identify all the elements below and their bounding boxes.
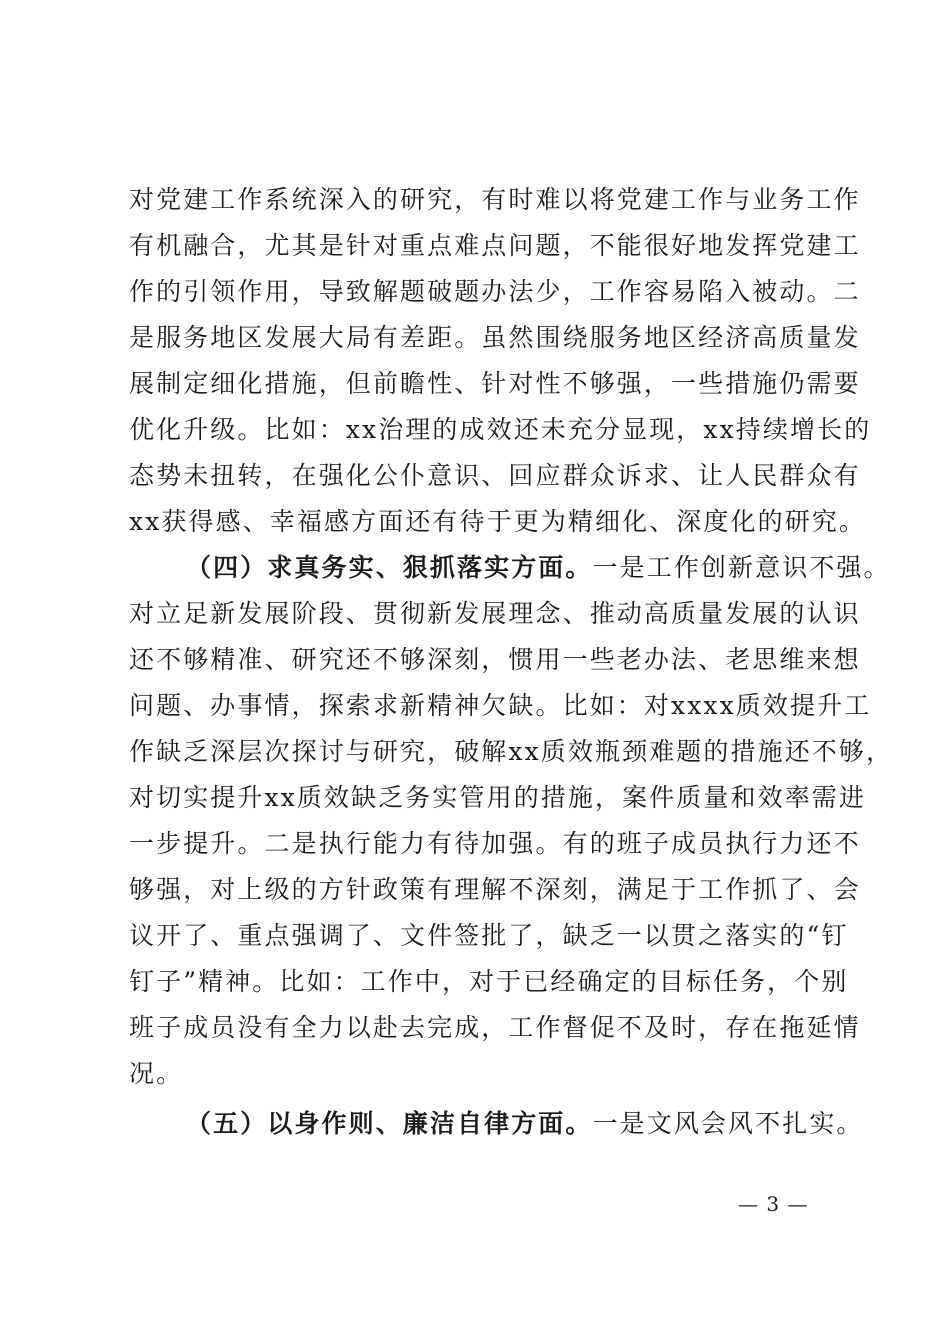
section-4-first-line [186, 545, 891, 591]
section-4-first-line-text: 一是工作创新意识不强。 [592, 553, 891, 582]
body-text-line: 优化升级。比如：xx治理的成效还未充分显现，xx持续增长的 [129, 415, 872, 444]
section-5-first-line-text: 一是文风会风不扎实。 [592, 1109, 864, 1138]
body-text-line: 有机融合，尤其是针对重点难点问题，不能很好地发挥党建工 [129, 231, 861, 260]
body-text-line: 态势未扭转，在强化公仆意识、回应群众诉求、让人民群众有 [129, 461, 861, 490]
body-text-line: 还不够精准、研究还不够深刻，惯用一些老办法、老思维来想 [129, 645, 861, 674]
body-text-line: 对党建工作系统深入的研究，有时难以将党建工作与业务工作 [129, 185, 861, 214]
page-number: — 3 — [738, 1192, 809, 1216]
body-text-line: 展制定细化措施，但前瞻性、针对性不够强，一些措施仍需要 [129, 369, 861, 398]
body-text-line: 作的引领作用，导致解题破题办法少，工作容易陷入被动。二 [129, 277, 861, 306]
body-text-line: 够强，对上级的方针政策有理解不深刻，满足于工作抓了、会 [129, 875, 861, 904]
body-text-line: 一步提升。二是执行能力有待加强。有的班子成员执行力还不 [129, 829, 861, 858]
section-5-first-line [186, 1101, 864, 1147]
section-4-heading: （四）求真务实、狠抓落实方面。 [186, 553, 593, 582]
body-text-line: 况。 [129, 1059, 184, 1088]
section-5-heading: （五）以身作则、廉洁自律方面。 [186, 1109, 593, 1138]
body-text-line: 班子成员没有全力以赴去完成，工作督促不及时，存在拖延情 [129, 1013, 861, 1042]
body-text-line: xx获得感、幸福感方面还有待于更为精细化、深度化的研究。 [129, 507, 867, 536]
body-text-line: 钉子”精神。比如：工作中，对于已经确定的目标任务，个别 [129, 967, 849, 996]
body-text-line: 对切实提升xx质效缺乏务实管用的措施，案件质量和效率需进 [129, 783, 867, 812]
body-text-line: 是服务地区发展大局有差距。虽然围绕服务地区经济高质量发 [129, 323, 861, 352]
body-text-line: 对立足新发展阶段、贯彻新发展理念、推动高质量发展的认识 [129, 599, 861, 628]
body-text-line: 作缺乏深层次探讨与研究，破解xx质效瓶颈难题的措施还不够， [129, 737, 894, 766]
body-text-line: 问题、办事情，探索求新精神欠缺。比如：对xxxx质效提升工 [129, 691, 872, 720]
body-text-line: 议开了、重点强调了、文件签批了，缺乏一以贯之落实的“钉 [129, 921, 849, 950]
